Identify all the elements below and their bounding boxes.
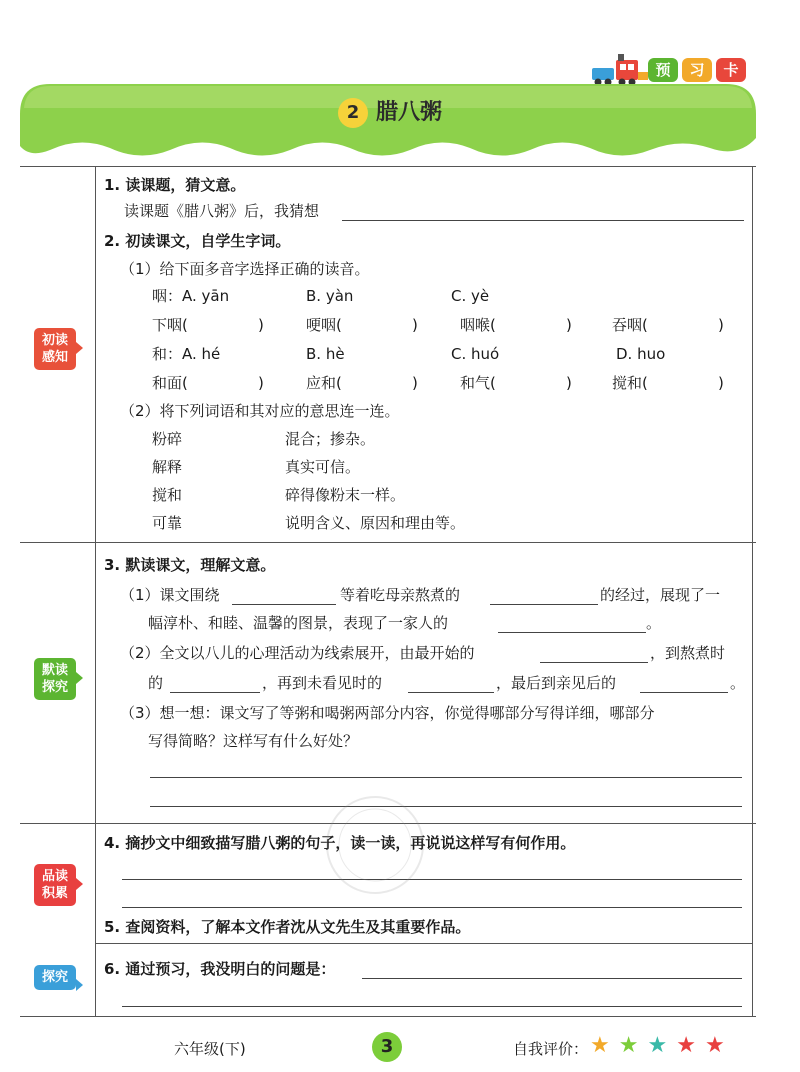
question-1-title: 1. 读课题，猜文意。 [104,176,246,194]
word-yinghe-close[interactable]: ) [412,374,418,392]
word-hemian-close[interactable]: ) [258,374,264,392]
question-1-prompt: 读课题《腊八粥》后，我猜想 [124,202,320,220]
option-yan-c: C. yè [451,287,490,305]
q3-p3-a: （3）想一想：课文写了等粥和喝粥两部分内容，你觉得哪部分写得详细，哪部分 [120,704,655,722]
match-meaning-3[interactable]: 碎得像粉末一样。 [285,486,406,504]
answer-line[interactable] [540,662,648,663]
match-word-3[interactable]: 搅和 [152,486,183,504]
word-heqi-close[interactable]: ) [566,374,572,392]
star-icon[interactable]: ★ [590,1033,611,1058]
match-meaning-2[interactable]: 真实可信。 [285,458,361,476]
answer-line[interactable] [498,632,646,633]
match-word-1[interactable]: 粉碎 [152,430,183,448]
question-5-title: 5. 查阅资料，了解本文作者沈从文先生及其重要作品。 [104,918,471,936]
option-he-b: B. hè [306,345,345,363]
answer-line[interactable] [122,1006,742,1007]
title-banner [20,84,756,164]
question-4-title: 4. 摘抄文中细致描写腊八粥的句子，读一读，再说说这样写有何作用。 [104,834,576,852]
word-tunyan-close[interactable]: ) [718,316,724,334]
answer-line[interactable] [408,692,494,693]
section-label-appreciate: 品读积累 [34,864,76,906]
question-2-title: 2. 初读课文，自学生字词。 [104,232,291,250]
star-icon[interactable]: ★ [676,1033,697,1058]
section-label-first-read: 初读感知 [34,328,76,370]
frame-right-border [752,166,753,1016]
option-he-a: 和：A. hé [152,345,221,363]
word-hemian: 和面( [152,374,188,392]
word-heqi: 和气( [460,374,496,392]
answer-line[interactable] [362,978,742,979]
q3-p2-e: ，最后到亲见后的 [496,674,617,692]
q3-p2-c: 的 [148,674,164,692]
option-he-d: D. huo [616,345,666,363]
answer-line[interactable] [170,692,260,693]
star-icon[interactable]: ★ [618,1033,640,1058]
footer-grade: 六年级(下) [174,1040,246,1058]
stamp-watermark [300,790,450,900]
answer-line[interactable] [150,777,742,778]
answer-line[interactable] [232,604,336,605]
question-6-title: 6. 通过预习，我没明白的问题是： [104,960,336,978]
match-meaning-4[interactable]: 说明含义、原因和理由等。 [285,514,466,532]
lesson-number: 2 [338,98,368,128]
star-icon[interactable]: ★ [647,1033,669,1058]
q3-p1-a: （1）课文围绕 [120,586,220,604]
answer-line[interactable] [640,692,728,693]
option-yan-b: B. yàn [306,287,354,305]
word-xiayan-close[interactable]: ) [258,316,264,334]
answer-line[interactable] [490,604,598,605]
lesson-title: 腊八粥 [376,100,443,125]
self-eval-label: 自我评价： [513,1040,589,1058]
question-3-title: 3. 默读课文，理解文意。 [104,556,276,574]
section-label-silent-read: 默读探究 [34,658,76,700]
option-yan-a: 咽：A. yān [152,287,230,305]
word-tunyan: 吞咽( [612,316,648,334]
q3-p2-d: ，再到未看见时的 [262,674,383,692]
q3-p2-a: （2）全文以八儿的心理活动为线索展开，由最开始的 [120,644,475,662]
q3-p2-f: 。 [730,674,746,692]
q3-p1-e: 。 [646,614,662,632]
tag-xi: 习 [682,58,712,82]
option-he-c: C. huó [451,345,500,363]
word-jiaohe: 搅和( [612,374,648,392]
question-2-sub1: （1）给下面多音字选择正确的读音。 [120,260,370,278]
match-meaning-1[interactable]: 混合；掺杂。 [285,430,376,448]
q3-p1-b: 等着吃母亲熬煮的 [340,586,461,604]
section-divider-3 [95,943,752,944]
column-divider [95,166,96,1016]
section-label-explore: 探究 [34,965,76,990]
frame-bottom-border [20,1016,756,1017]
q3-p2-b: ，到熬煮时 [650,644,726,662]
word-yanhou: 咽喉( [460,316,496,334]
word-yanhou-close[interactable]: ) [566,316,572,334]
word-yinghe: 应和( [306,374,342,392]
word-xiayan: 下咽( [152,316,188,334]
word-gengyan: 哽咽( [306,316,342,334]
section-divider-1 [20,542,756,543]
q3-p1-c: 的经过，展现了一 [600,586,721,604]
answer-line[interactable] [122,907,742,908]
question-2-sub2: （2）将下列词语和其对应的意思连一连。 [120,402,400,420]
frame-top-border [20,166,756,167]
preview-card-badge [590,48,760,88]
match-word-2[interactable]: 解释 [152,458,183,476]
self-eval-stars[interactable] [590,1034,726,1058]
train-icon [590,54,652,86]
tag-yu: 预 [648,58,678,82]
star-icon[interactable]: ★ [704,1033,726,1058]
q3-p1-d: 幅淳朴、和睦、温馨的图景，表现了一家人的 [148,614,449,632]
q3-p3-b: 写得简略？这样写有什么好处？ [148,732,359,750]
answer-line[interactable] [342,220,744,221]
tag-ka: 卡 [716,58,746,82]
word-gengyan-close[interactable]: ) [412,316,418,334]
word-jiaohe-close[interactable]: ) [718,374,724,392]
match-word-4[interactable]: 可靠 [152,514,183,532]
page-number: 3 [372,1032,402,1062]
